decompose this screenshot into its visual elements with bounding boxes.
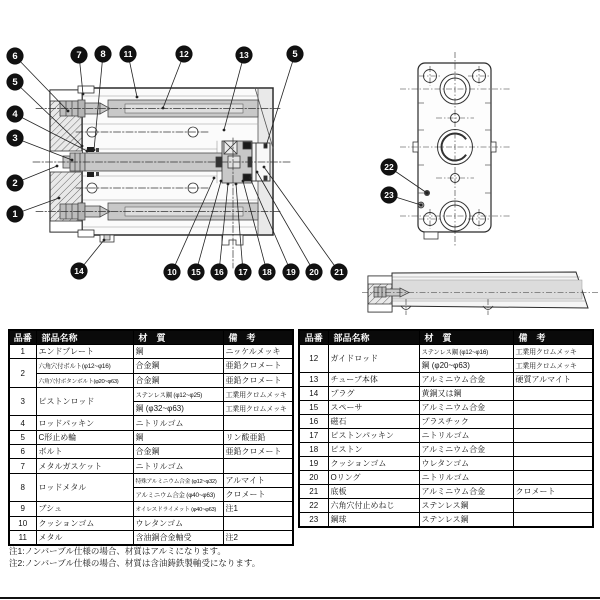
table-row [299,471,593,485]
table-cell: 5 [9,430,36,444]
table-row [299,415,593,429]
callout-balloon-22 [381,159,398,176]
column-header: 備 考 [223,330,293,345]
svg-text:21: 21 [334,267,344,278]
table-row [299,443,593,457]
table-cell: 注1 [223,502,293,516]
end-view [400,52,510,246]
table-cell [513,415,593,429]
table-row [299,345,593,359]
callout-balloon-8 [95,46,112,63]
svg-text:5: 5 [12,77,18,89]
table-cell: 22 [299,499,328,513]
table-cell: 1 [9,345,36,359]
table-cell: ステンレス鋼 [419,513,513,527]
table-cell: ニトリルゴム [133,459,223,473]
callout-balloon-11 [120,46,137,63]
svg-text:22: 22 [384,162,394,173]
table-cell: 工業用クロムメッキ [513,359,593,373]
table-row [9,459,293,473]
table-cell: ニッケルメッキ [223,345,293,359]
table-cell: 鋼 [133,430,223,444]
table-cell: 鋼 (φ32~φ63) [133,402,223,416]
table-cell: 工業用クロムメッキ [223,387,293,401]
footnote-1: 注1:ノンバーブル仕様の場合、材質はアルミになります。 [9,546,226,556]
table-cell: ボルト [36,445,133,459]
table-cell: 亜鉛クロメート [223,359,293,373]
table-cell: ウレタンゴム [133,516,223,530]
table-cell: クロメート [223,487,293,501]
table-row [9,359,293,373]
parts-table-right [298,329,594,528]
table-cell: 2 [9,359,36,388]
callout-balloon-2 [7,175,24,192]
table-cell: 亜鉛クロメート [223,445,293,459]
table-cell: ニトリルゴム [419,471,513,485]
svg-text:11: 11 [123,49,133,60]
table-row [9,530,293,544]
callout-balloon-18 [259,264,276,281]
footnotes [9,545,260,570]
table-cell [513,429,593,443]
table-row [9,345,293,359]
table-cell: 23 [299,513,328,527]
table-cell: 硬質アルマイト [513,373,593,387]
table-cell: 14 [299,387,328,401]
table-row [9,445,293,459]
table-cell: C形止め輪 [36,430,133,444]
callout-balloon-1 [7,206,24,223]
svg-text:6: 6 [12,51,18,63]
table-cell: 13 [299,373,328,387]
table-cell: 注2 [223,530,293,544]
table-cell: 六角穴付ボタンボルト(φ20~φ63) [36,373,133,387]
table-cell: ロッドメタル [36,473,133,502]
table-row [9,387,293,401]
table-row [9,473,293,487]
table-row [299,401,593,415]
table-cell: 18 [299,443,328,457]
table-cell: 6 [9,445,36,459]
table-cell: ウレタンゴム [419,457,513,471]
table-cell: 合金鋼 [133,373,223,387]
table-cell: ピストンロッド [36,387,133,416]
table-cell: メタル [36,530,133,544]
svg-text:19: 19 [286,267,296,278]
table-cell: 底板 [328,485,419,499]
svg-text:5: 5 [292,49,298,61]
table-row [9,416,293,430]
table-cell: 工業用クロムメッキ [223,402,293,416]
column-header: 備 考 [513,330,593,345]
table-cell: プラスチック [419,415,513,429]
table-cell: 含油銅合金軸受 [133,530,223,544]
callout-balloon-4 [7,106,24,123]
callout-balloon-23 [381,187,398,204]
table-cell: ステンレス鋼 (φ12~φ25) [133,387,223,401]
table-row [9,430,293,444]
table-cell: ステンレス鋼 [419,499,513,513]
table-cell: リン酸亜鉛 [223,430,293,444]
side-view [362,272,598,315]
table-cell: 11 [9,530,36,544]
callout-balloon-21 [331,264,348,281]
callout-balloon-6 [7,48,24,65]
table-cell: 20 [299,471,328,485]
table-cell: メタルガスケット [36,459,133,473]
table-cell: 4 [9,416,36,430]
table-cell: ニトリルゴム [419,429,513,443]
table-cell: 六角穴付ボルト(φ12~φ16) [36,359,133,373]
callout-balloon-20 [306,264,323,281]
column-header: 品番 [299,330,328,345]
table-cell: クッションゴム [36,516,133,530]
svg-text:13: 13 [239,50,249,61]
svg-text:3: 3 [12,133,18,145]
table-cell: クロメート [513,485,593,499]
callout-balloon-16 [211,264,228,281]
column-header: 材 質 [133,330,223,345]
svg-text:17: 17 [238,267,248,278]
table-cell [223,416,293,430]
table-cell: アルミニウム合金 [419,443,513,457]
table-cell: チューブ本体 [328,373,419,387]
column-header: 部品名称 [36,330,133,345]
table-cell: 9 [9,502,36,516]
svg-text:7: 7 [76,50,82,62]
table-row [299,387,593,401]
table-cell: ピストンパッキン [328,429,419,443]
table-cell: クッションゴム [328,457,419,471]
table-cell: ピストン [328,443,419,457]
table-cell [513,443,593,457]
parts-table-left [8,329,294,546]
table-cell: 3 [9,387,36,416]
table-cell: アルミニウム合金 (φ40~φ63) [133,487,223,501]
table-row [9,373,293,387]
table-cell: Oリング [328,471,419,485]
table-row [299,499,593,513]
table-cell [513,513,593,527]
table-cell: 17 [299,429,328,443]
svg-text:4: 4 [12,109,18,121]
callout-balloon-5 [287,46,304,63]
table-cell: 7 [9,459,36,473]
svg-text:14: 14 [74,266,84,277]
table-cell: 亜鉛クロメート [223,373,293,387]
table-cell: 鋼 (φ20~φ63) [419,359,513,373]
table-cell: 六角穴付止めねじ [328,499,419,513]
svg-text:15: 15 [191,267,201,278]
callout-balloon-3 [7,130,24,147]
callout-balloon-17 [235,264,252,281]
table-cell [513,471,593,485]
callout-balloon-12 [176,46,193,63]
table-cell: 合金鋼 [133,445,223,459]
table-row [299,513,593,527]
table-cell: アルミニウム合金 [419,401,513,415]
page-bottom-rule [0,597,600,599]
table-cell: オイレスドライメット (φ40~φ63) [133,502,223,516]
svg-text:12: 12 [179,49,189,60]
table-cell: プラグ [328,387,419,401]
table-cell: アルミニウム合金 [419,373,513,387]
section-view [33,86,290,268]
table-row [9,516,293,530]
svg-text:10: 10 [167,267,177,278]
table-cell [513,457,593,471]
table-cell: 特殊アルミニウム合金 (φ12~φ32) [133,473,223,487]
svg-text:1: 1 [12,209,18,221]
table-header-row [9,330,293,345]
column-header: 部品名称 [328,330,419,345]
table-cell [513,387,593,401]
table-cell: 19 [299,457,328,471]
table-cell: アルミニウム合金 [419,485,513,499]
table-cell: 10 [9,516,36,530]
table-cell: 鋼球 [328,513,419,527]
callout-balloon-19 [283,264,300,281]
svg-text:23: 23 [384,190,394,201]
table-cell: 磁石 [328,415,419,429]
svg-text:16: 16 [214,267,224,278]
table-cell: エンドプレート [36,345,133,359]
callout-balloon-10 [164,264,181,281]
table-cell: ステンレス鋼 (φ12~φ16) [419,345,513,359]
table-cell: ニトリルゴム [133,416,223,430]
piston-packing [243,142,251,149]
table-cell [513,499,593,513]
table-row [299,429,593,443]
table-cell: アルマイト [223,473,293,487]
callout-balloon-5 [7,74,24,91]
table-cell: 鋼 [133,345,223,359]
table-cell: スペーサ [328,401,419,415]
table-cell: 工業用クロムメッキ [513,345,593,359]
svg-text:8: 8 [100,49,106,61]
column-header: 品番 [9,330,36,345]
table-header-row [299,330,593,345]
footnote-2: 注2:ノンバーブル仕様の場合、材質は含油鋳鉄製軸受になります。 [9,558,261,569]
callout-balloon-15 [188,264,205,281]
callout-balloon-14 [71,263,88,280]
callout-balloon-13 [236,47,253,64]
callout-balloon-7 [71,47,88,64]
table-cell: 16 [299,415,328,429]
table-cell: 12 [299,345,328,373]
table-cell: 黄銅又は鋼 [419,387,513,401]
table-row [299,373,593,387]
table-cell: 15 [299,401,328,415]
table-cell: 21 [299,485,328,499]
table-cell [223,516,293,530]
svg-text:18: 18 [262,267,272,278]
svg-text:20: 20 [309,267,319,278]
svg-text:2: 2 [12,178,18,190]
table-cell [513,401,593,415]
table-row [299,485,593,499]
table-cell [223,459,293,473]
table-row [299,457,593,471]
table-row [9,502,293,516]
table-cell: 8 [9,473,36,502]
table-cell: ロッドパッキン [36,416,133,430]
column-header: 材 質 [419,330,513,345]
table-cell: ブシュ [36,502,133,516]
table-cell: 合金鋼 [133,359,223,373]
table-cell: ガイドロッド [328,345,419,373]
